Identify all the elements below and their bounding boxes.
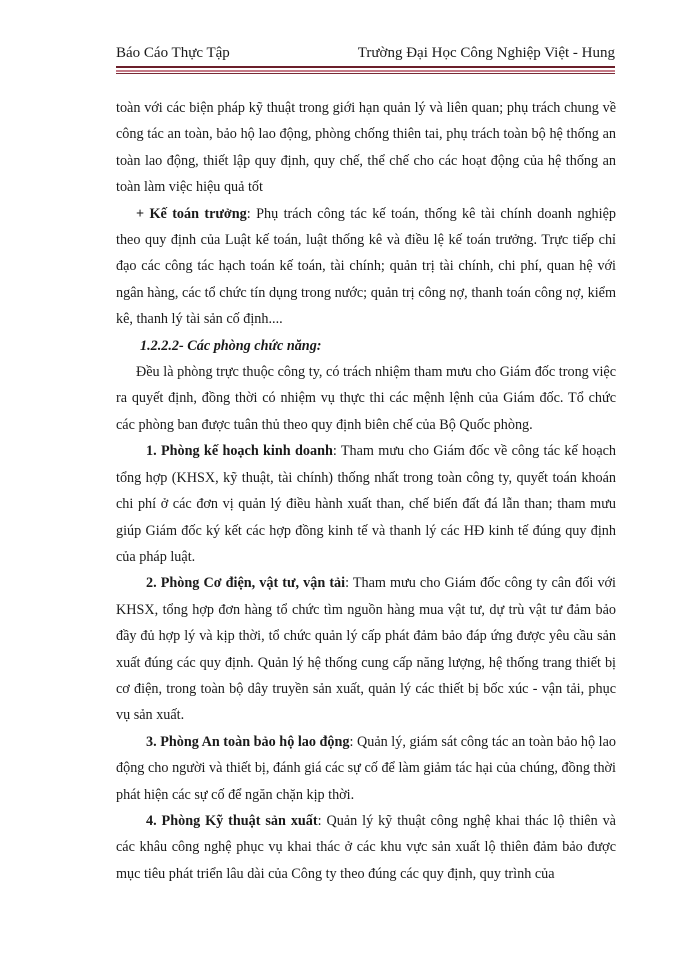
header-report-title: Báo Cáo Thực Tập — [116, 45, 230, 61]
term-production-technical: 4. Phòng Kỹ thuật sản xuất — [146, 812, 318, 829]
paragraph-text: : Phụ trách công tác kế toán, thống kê tài chính doanh nghiệp theo quy định của Luật kế toán, luật thống kê và điều lệ kế toán trưởng. Trực tiếp chỉ đạo các công tác hạch toán kế toán, tài chính; quản trị tài chính, chi phí, quan hệ với ngân hàng, các tổ chức tín dụng trong nước; quản trị công nợ, thanh toán công nợ, kiểm kê, thanh lý tài sản cố định.... — [116, 205, 616, 328]
paragraph-electromechanical — [116, 570, 616, 728]
paragraph-labor-safety — [116, 729, 616, 808]
paragraph-production-technical — [116, 808, 616, 887]
paragraph-text: : Quản lý kỹ thuật công nghệ khai thác lộ thiên và các khâu công nghệ phục vụ khai thác ở các khu vực sản xuất lộ thiên đảm bảo được mục tiêu phát triển lâu dài của Công ty theo đúng các quy định, quy trình của — [116, 812, 616, 882]
header-rule-thin — [116, 73, 615, 74]
header-rule-accent — [116, 70, 615, 72]
term-electromechanical: 2. Phòng Cơ điện, vật tư, vận tải — [146, 575, 346, 592]
paragraph-text: : Tham mưu cho Giám đốc công ty cân đối với KHSX, tổng hợp đơn hàng tổ chức tìm nguồn hàng mua vật tư, dự trù vật tư đảm bảo đầy đủ hợp lý và kịp thời, tổ chức quản lý cấp phát đảm bảo đáp ứng được yêu cầu sản xuất đúng các quy định. Quản lý hệ thống cung cấp năng lượng, hệ thống trang thiết bị cơ điện, trong toàn bộ dây truyền sản xuất, quản lý các thiết bị bốc xúc - vận tải, phục vụ sản xuất. — [116, 575, 616, 724]
paragraph: Đều là phòng trực thuộc công ty, có trách nhiệm tham mưu cho Giám đốc trong việc ra quyết định, đồng thời có nhiệm vụ thực thi các mệnh lệnh của Giám đốc. Tổ chức các phòng ban được tuân thủ theo quy định biên chế của Bộ Quốc phòng. — [116, 364, 616, 433]
paragraph-chief-accountant — [116, 201, 616, 333]
header-school-name: Trường Đại Học Công Nghiệp Việt - Hung — [357, 45, 615, 61]
section-heading: 1.2.2.2- Các phòng chức năng: — [140, 337, 322, 354]
term-business-planning: 1. Phòng kế hoạch kinh doanh — [146, 443, 333, 460]
document-body — [116, 95, 616, 887]
paragraph: toàn với các biện pháp kỹ thuật trong giới hạn quản lý và liên quan; phụ trách chung về công tác an toàn, bảo hộ lao động, phòng chống thiên tai, phụ trách toàn bộ hệ thống an toàn lao động, thiết lập quy định, quy chế, thể chế cho các hoạt động của hệ thống an toàn làm việc hiệu quả tốt — [116, 100, 616, 196]
header-rule — [116, 66, 615, 68]
paragraph-text: : Quản lý, giám sát công tác an toàn bảo hộ lao động cho người và thiết bị, đánh giá các sự cố để làm giảm tác hại của chúng, đồng thời phát hiện các sự cố để ngăn chặn kịp thời. — [116, 733, 616, 803]
term-chief-accountant: + Kế toán trưởng — [136, 205, 247, 222]
term-labor-safety: 3. Phòng An toàn bảo hộ lao động — [146, 733, 350, 750]
paragraph-text: : Tham mưu cho Giám đốc về công tác kế hoạch tổng hợp (KHSX, kỹ thuật, tài chính) thống nhất trong toàn công ty, quyết toán khoán chi phí ở các đơn vị quản lý điều hành xuất than, chế biến đất đá lẫn than; tham mưu giúp Giám đốc ký kết các hợp đồng kinh tế và thanh lý các HĐ kinh tế đúng quy định của pháp luật. — [116, 443, 617, 565]
page-header — [116, 38, 615, 62]
paragraph-business-planning — [116, 438, 616, 570]
